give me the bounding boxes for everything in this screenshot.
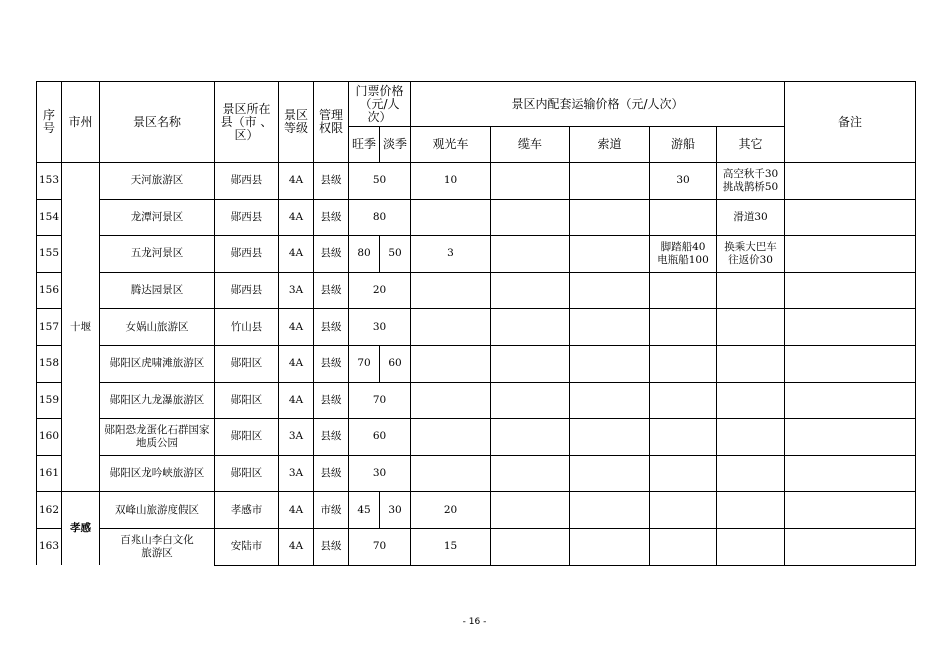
cell-no: 158 <box>37 345 62 382</box>
table-row <box>37 163 916 200</box>
cell-sightseeing-car <box>411 345 491 382</box>
cell-ticket: 30 <box>349 455 411 492</box>
cell-level: 4A <box>279 528 314 565</box>
cell-other: 滑道30 <box>717 199 785 236</box>
cell-county: 郧西县 <box>215 272 279 309</box>
cell-cable-car <box>491 345 570 382</box>
cell-zipline <box>570 345 650 382</box>
cell-boat <box>650 492 717 529</box>
cell-sightseeing-car: 15 <box>411 528 491 565</box>
cell-other <box>717 272 785 309</box>
cell-zipline <box>570 528 650 565</box>
cell-boat <box>650 199 717 236</box>
cell-county: 郧阳区 <box>215 382 279 419</box>
cell-cable-car <box>491 382 570 419</box>
cell-no: 153 <box>37 163 62 200</box>
cell-other <box>717 528 785 565</box>
table-row <box>37 272 916 309</box>
cell-remark <box>785 419 916 456</box>
cell-zipline <box>570 455 650 492</box>
cell-sightseeing-car <box>411 382 491 419</box>
cell-boat <box>650 419 717 456</box>
cell-level: 3A <box>279 455 314 492</box>
cell-ticket-peak: 80 <box>349 236 380 273</box>
cell-name: 郧阳区龙吟峡旅游区 <box>100 455 215 492</box>
cell-county: 郧西县 <box>215 236 279 273</box>
cell-ticket: 50 <box>349 163 411 200</box>
cell-remark <box>785 236 916 273</box>
cell-authority: 县级 <box>314 382 349 419</box>
header-transport-group: 景区内配套运输价格（元/人次） <box>411 82 785 127</box>
cell-cable-car <box>491 309 570 346</box>
cell-sightseeing-car <box>411 199 491 236</box>
cell-ticket: 70 <box>349 528 411 565</box>
cell-city-xiaogan: 孝感 <box>62 492 100 565</box>
cell-county: 郧阳区 <box>215 455 279 492</box>
header-city: 市州 <box>62 82 100 163</box>
cell-authority: 县级 <box>314 199 349 236</box>
cell-sightseeing-car <box>411 272 491 309</box>
cell-authority: 县级 <box>314 272 349 309</box>
cell-remark <box>785 455 916 492</box>
cell-county: 郧阳区 <box>215 345 279 382</box>
table-row <box>37 419 916 456</box>
cell-level: 4A <box>279 163 314 200</box>
cell-remark <box>785 382 916 419</box>
cell-no: 161 <box>37 455 62 492</box>
cell-other <box>717 309 785 346</box>
header-ticket-off: 淡季 <box>380 127 411 163</box>
cell-no: 160 <box>37 419 62 456</box>
cell-cable-car <box>491 272 570 309</box>
header-remarks: 备注 <box>785 82 916 163</box>
table-row <box>37 382 916 419</box>
cell-other <box>717 492 785 529</box>
cell-remark <box>785 528 916 565</box>
cell-authority: 县级 <box>314 455 349 492</box>
cell-zipline <box>570 236 650 273</box>
cell-name: 腾达园景区 <box>100 272 215 309</box>
cell-authority: 县级 <box>314 309 349 346</box>
header-level: 景区等级 <box>279 82 314 163</box>
header-sightseeing-car: 观光车 <box>411 127 491 163</box>
cell-no: 154 <box>37 199 62 236</box>
cell-name-text: 百兆山李白文化 旅游区 <box>120 533 194 559</box>
cell-remark <box>785 345 916 382</box>
header-authority: 管理权限 <box>314 82 349 163</box>
cell-name: 女娲山旅游区 <box>100 309 215 346</box>
cell-ticket-off: 50 <box>380 236 411 273</box>
cell-name: 双峰山旅游度假区 <box>100 492 215 529</box>
cell-cable-car <box>491 528 570 565</box>
cell-boat <box>650 345 717 382</box>
table-row <box>37 236 916 273</box>
cell-ticket-peak: 70 <box>349 345 380 382</box>
cell-boat: 30 <box>650 163 717 200</box>
cell-cable-car <box>491 492 570 529</box>
cell-no: 157 <box>37 309 62 346</box>
table-row <box>37 199 916 236</box>
cell-other-text: 换乘大巴车 往返价30 <box>724 240 777 266</box>
cell-zipline <box>570 199 650 236</box>
cell-zipline <box>570 163 650 200</box>
cell-boat-text: 脚踏船40 电瓶船100 <box>657 240 709 266</box>
cell-cable-car <box>491 419 570 456</box>
cell-remark <box>785 199 916 236</box>
cell-county: 郧西县 <box>215 199 279 236</box>
cell-level: 4A <box>279 492 314 529</box>
cell-no: 159 <box>37 382 62 419</box>
cell-authority: 县级 <box>314 163 349 200</box>
cell-ticket: 60 <box>349 419 411 456</box>
cell-ticket: 80 <box>349 199 411 236</box>
cell-county: 郧西县 <box>215 163 279 200</box>
cell-authority: 县级 <box>314 236 349 273</box>
cell-sightseeing-car <box>411 455 491 492</box>
cell-zipline <box>570 419 650 456</box>
cell-sightseeing-car: 10 <box>411 163 491 200</box>
cell-name <box>100 419 215 456</box>
cell-authority: 县级 <box>314 345 349 382</box>
cell-other <box>717 163 785 200</box>
cell-cable-car <box>491 455 570 492</box>
cell-cable-car <box>491 236 570 273</box>
cell-name <box>100 528 215 565</box>
table-body <box>37 163 916 566</box>
cell-sightseeing-car <box>411 419 491 456</box>
cell-remark <box>785 492 916 529</box>
cell-other <box>717 455 785 492</box>
cell-other <box>717 382 785 419</box>
header-cable-car: 缆车 <box>491 127 570 163</box>
cell-boat <box>650 382 717 419</box>
header-other: 其它 <box>717 127 785 163</box>
cell-remark <box>785 309 916 346</box>
cell-name: 天河旅游区 <box>100 163 215 200</box>
cell-no: 155 <box>37 236 62 273</box>
header-zipline: 索道 <box>570 127 650 163</box>
cell-county: 孝感市 <box>215 492 279 529</box>
cell-zipline <box>570 309 650 346</box>
cell-name: 郧阳区虎啸滩旅游区 <box>100 345 215 382</box>
table-row <box>37 345 916 382</box>
cell-sightseeing-car <box>411 309 491 346</box>
cell-level: 4A <box>279 236 314 273</box>
cell-no: 163 <box>37 528 62 565</box>
cell-cable-car <box>491 199 570 236</box>
cell-no: 156 <box>37 272 62 309</box>
cell-boat <box>650 309 717 346</box>
cell-ticket: 70 <box>349 382 411 419</box>
cell-county: 安陆市 <box>215 528 279 565</box>
cell-authority: 县级 <box>314 528 349 565</box>
cell-name-text: 郧阳恐龙蛋化石群国家 地质公园 <box>104 423 210 449</box>
table-row <box>37 492 916 529</box>
cell-name: 五龙河景区 <box>100 236 215 273</box>
cell-boat <box>650 528 717 565</box>
cell-county: 竹山县 <box>215 309 279 346</box>
cell-county: 郧阳区 <box>215 419 279 456</box>
cell-authority: 市级 <box>314 492 349 529</box>
cell-name: 郧阳区九龙瀑旅游区 <box>100 382 215 419</box>
cell-level: 4A <box>279 382 314 419</box>
cell-city-shiyan: 十堰 <box>62 163 100 492</box>
header-ticket-group: 门票价格（元/人次） <box>349 82 411 127</box>
cell-boat <box>650 236 717 273</box>
cell-authority: 县级 <box>314 419 349 456</box>
cell-boat <box>650 272 717 309</box>
header-boat: 游船 <box>650 127 717 163</box>
cell-remark <box>785 163 916 200</box>
cell-level: 4A <box>279 345 314 382</box>
cell-sightseeing-car: 3 <box>411 236 491 273</box>
header-name: 景区名称 <box>100 82 215 163</box>
cell-zipline <box>570 272 650 309</box>
cell-other-text: 高空秋千30 挑战鹊桥50 <box>722 167 779 193</box>
cell-level: 4A <box>279 309 314 346</box>
table-row <box>37 528 916 565</box>
cell-no: 162 <box>37 492 62 529</box>
cell-zipline <box>570 492 650 529</box>
header-county: 景区所在县（市 、区） <box>215 82 279 163</box>
cell-level: 4A <box>279 199 314 236</box>
cell-level: 3A <box>279 272 314 309</box>
cell-boat <box>650 455 717 492</box>
cell-ticket-peak: 45 <box>349 492 380 529</box>
cell-ticket: 20 <box>349 272 411 309</box>
cell-level: 3A <box>279 419 314 456</box>
cell-ticket-off: 60 <box>380 345 411 382</box>
header-ticket-peak: 旺季 <box>349 127 380 163</box>
scenic-price-table <box>36 81 916 566</box>
cell-zipline <box>570 382 650 419</box>
cell-other <box>717 419 785 456</box>
page-number: - 16 - <box>462 617 487 627</box>
table-row <box>37 309 916 346</box>
cell-name: 龙潭河景区 <box>100 199 215 236</box>
cell-sightseeing-car: 20 <box>411 492 491 529</box>
cell-other <box>717 236 785 273</box>
cell-cable-car <box>491 163 570 200</box>
cell-other <box>717 345 785 382</box>
cell-ticket-off: 30 <box>380 492 411 529</box>
header-no: 序号 <box>37 82 62 163</box>
cell-remark <box>785 272 916 309</box>
cell-ticket: 30 <box>349 309 411 346</box>
table-row <box>37 455 916 492</box>
